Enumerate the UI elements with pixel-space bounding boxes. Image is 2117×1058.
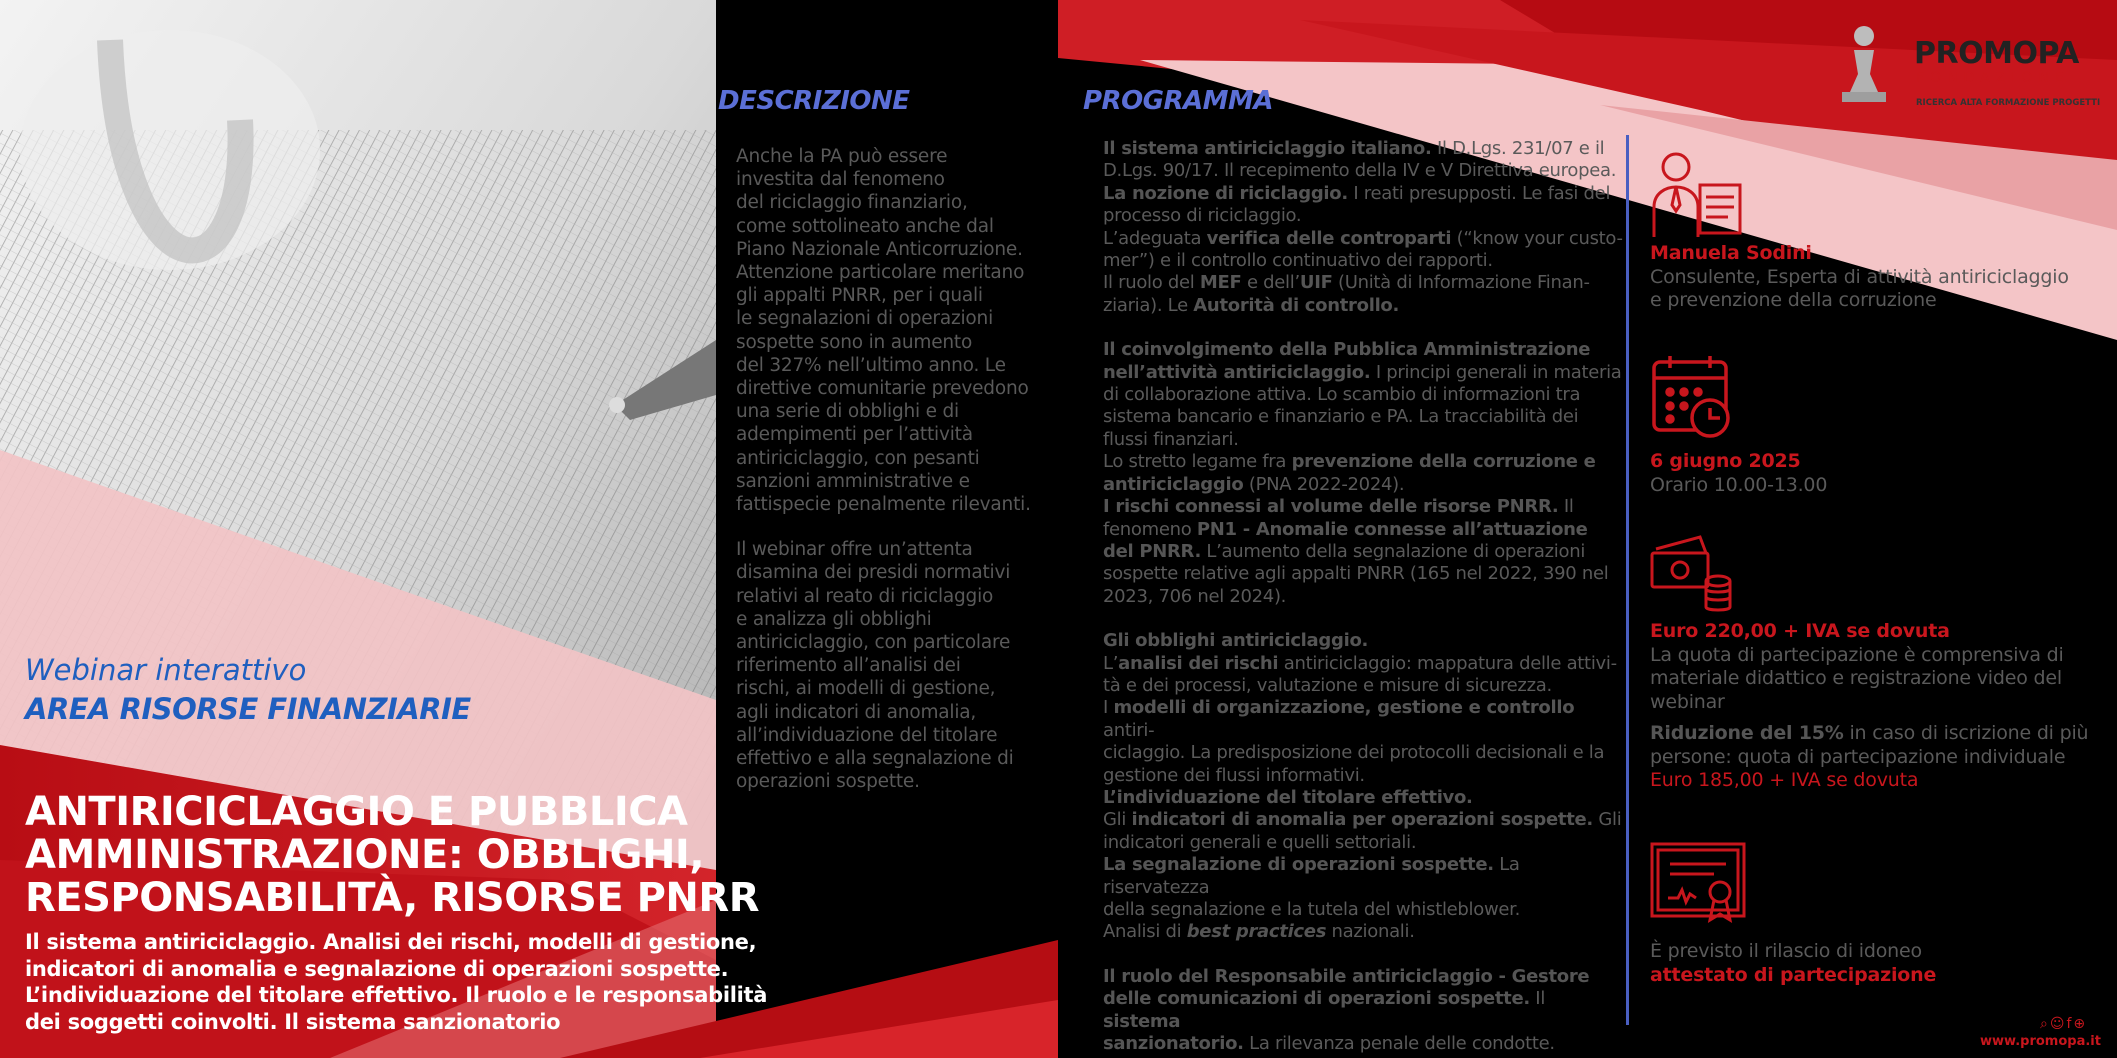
programma-line xyxy=(1103,205,1623,227)
programma-segment: I reati presupposti. Le fasi del xyxy=(1347,182,1611,204)
discount-line-2: persone: quota di partecipazione individuale xyxy=(1650,745,2066,768)
programma-segment: L’aumento della segnalazione di operazioni xyxy=(1200,540,1586,562)
text-line: relativi al reato di riciclaggio xyxy=(736,585,994,607)
programma-line xyxy=(1103,451,1623,473)
programma-line xyxy=(1103,787,1623,809)
programma-segment: Il sistema antiriciclaggio italiano. xyxy=(1103,138,1432,159)
discount-rest: in caso di iscrizione di più xyxy=(1843,722,2089,744)
text-line: sanzioni amministrative e xyxy=(736,470,970,492)
programma-line xyxy=(1103,563,1623,585)
programma-segment: Il ruolo del Responsabile antiriciclaggio - Gestore xyxy=(1103,965,1590,987)
share-icon[interactable]: ⊕ xyxy=(2073,1016,2088,1032)
programma-segment: I rischi connessi al volume delle risorse PNRR. xyxy=(1103,496,1559,518)
programma-line xyxy=(1103,183,1623,205)
title-line: AMMINISTRAZIONE: OBBLIGHI, xyxy=(25,832,705,878)
programma-segment: (“know your custo- xyxy=(1451,227,1623,249)
programma-segment: indicatori generali e quelli settoriali. xyxy=(1103,831,1417,853)
programma-segment: Lo stretto legame fra xyxy=(1103,451,1292,473)
descrizione-body xyxy=(736,145,1046,815)
promopa-logo[interactable] xyxy=(1836,22,2101,112)
subtitle xyxy=(25,929,767,1035)
programma-line xyxy=(1103,541,1623,563)
programma-segment: (PNA 2022-2024). xyxy=(1243,473,1405,495)
programma-block xyxy=(1103,339,1623,608)
text-line: all’individuazione del titolare xyxy=(736,724,998,746)
programma-segment: nazionali. xyxy=(1326,921,1415,943)
programma-line xyxy=(1103,272,1623,294)
programma-segment: Autorità di controllo. xyxy=(1193,294,1400,316)
programma-line xyxy=(1103,160,1623,182)
attestato-line-1: È previsto il rilascio di idoneo xyxy=(1650,940,1922,962)
programma-segment: tà e dei processi, valutazione e misure di sicurezza. xyxy=(1103,674,1552,696)
programma-segment: antiri- xyxy=(1103,719,1155,741)
programma-line xyxy=(1103,429,1623,451)
text-line: disamina dei presidi normativi xyxy=(736,562,1011,584)
attestato-block xyxy=(1650,940,2090,987)
programma-segment: La segnalazione di operazioni sospette. xyxy=(1103,854,1494,876)
programma-segment: PN1 - Anomalie connesse all’attuazione xyxy=(1196,518,1588,540)
price-desc-line: webinar xyxy=(1650,690,1725,713)
docente-role-line: e prevenzione della corruzione xyxy=(1650,289,1937,311)
subtitle-line: indicatori di anomalia e segnalazione di operazioni sospette. xyxy=(25,956,729,981)
price: Euro 220,00 + IVA se dovuta xyxy=(1650,620,1950,642)
text-line: come sottolineato anche dal xyxy=(736,215,994,237)
descrizione-para-2 xyxy=(736,538,1046,793)
programma-block xyxy=(1103,138,1623,317)
programma-line xyxy=(1103,653,1623,675)
programma-segment: sanzionatorio. xyxy=(1103,1033,1244,1055)
text-line: adempimenti per l’attività xyxy=(736,424,973,446)
certificate-icon xyxy=(1648,840,1750,928)
website-link[interactable]: www.promopa.it xyxy=(1980,1034,2101,1049)
programma-segment: di collaborazione attiva. Lo scambio di informazioni tra xyxy=(1103,384,1581,406)
descrizione-para-1 xyxy=(736,145,1046,516)
text-line: effettivo e alla segnalazione di xyxy=(736,748,1014,770)
programma-line xyxy=(1103,586,1623,608)
programma-segment: I xyxy=(1103,697,1114,719)
programma-line xyxy=(1103,228,1623,250)
text-line: del riciclaggio finanziario, xyxy=(736,192,968,214)
programma-line xyxy=(1103,384,1623,406)
money-icon xyxy=(1648,535,1734,615)
programma-segment: sospette relative agli appalti PNRR (165 nel 2022, 390 nel xyxy=(1103,563,1609,585)
programma-block xyxy=(1103,966,1623,1056)
text-line: rischi, ai modelli di gestione, xyxy=(736,678,996,700)
programma-segment: Il xyxy=(1529,988,1546,1010)
programma-segment: sistema bancario e finanziario e PA. La tracciabilità dei xyxy=(1103,406,1579,428)
subtitle-line: dei soggetti coinvolti. Il sistema sanzionatorio xyxy=(25,1009,561,1034)
discount-bold: Riduzione del 15% xyxy=(1650,722,1844,744)
programma-segment: antiriciclaggio: mappatura delle attivi- xyxy=(1278,652,1617,674)
programma-line xyxy=(1103,809,1623,831)
text-line: le segnalazioni di operazioni xyxy=(736,308,994,330)
discount-price: Euro 185,00 + IVA se dovuta xyxy=(1650,769,1919,791)
subtitle-line: L’individuazione del titolare effettivo. Il ruolo e le responsabilità xyxy=(25,983,768,1007)
programma-line xyxy=(1103,742,1623,764)
programma-line xyxy=(1103,697,1623,742)
text-line: fattispecie penalmente rilevanti. xyxy=(736,494,1031,516)
docente-block xyxy=(1650,242,2090,313)
programma-segment: ziaria). Le xyxy=(1103,294,1194,316)
programma-segment: e dell’ xyxy=(1241,272,1300,294)
programma-segment: analisi dei rischi xyxy=(1118,652,1279,674)
programma-segment: processo di riciclaggio. xyxy=(1103,205,1302,227)
programma-segment: Analisi di xyxy=(1103,921,1187,943)
text-line: Piano Nazionale Anticorruzione. xyxy=(736,238,1023,260)
pawn-logo-icon xyxy=(1836,22,1894,110)
column-divider xyxy=(1626,135,1629,1025)
event-time: Orario 10.00-13.00 xyxy=(1650,473,1828,496)
logo-tagline: RICERCA ALTA FORMAZIONE PROGETTI xyxy=(1916,98,2101,108)
programma-segment: L’ xyxy=(1103,652,1119,674)
programma-segment: Il coinvolgimento della Pubblica Amministrazione xyxy=(1103,339,1591,361)
social-icons xyxy=(2040,1016,2087,1032)
programma-line xyxy=(1103,988,1623,1033)
teacher-icon xyxy=(1648,145,1744,241)
programma-line xyxy=(1103,406,1623,428)
discount-line xyxy=(1650,722,2090,746)
text-line: una serie di obblighi e di xyxy=(736,401,959,423)
programma-segment: L’individuazione del titolare effettivo. xyxy=(1103,786,1473,808)
programma-segment: 2023, 706 nel 2024). xyxy=(1103,585,1287,607)
programma-segment: antiriciclaggio xyxy=(1103,473,1244,495)
text-line: del 327% nell’ultimo anno. Le xyxy=(736,354,1006,376)
programma-segment: Gli obblighi antiriciclaggio. xyxy=(1103,630,1369,652)
title-line: ANTIRICICLAGGIO E PUBBLICA xyxy=(25,789,688,835)
programma-line xyxy=(1103,966,1623,988)
text-line: gli appalti PNRR, per i quali xyxy=(736,285,983,307)
programma-line xyxy=(1103,138,1623,160)
programma-segment: verifica delle controparti xyxy=(1206,227,1452,249)
text-line: e analizza gli obblighi xyxy=(736,608,932,630)
programma-segment: UIF xyxy=(1299,272,1333,294)
programma-segment: ciclaggio. La predisposizione dei protocolli decisionali e la xyxy=(1103,742,1605,764)
programma-segment: fenomeno xyxy=(1103,518,1197,540)
facebook-icon[interactable]: f xyxy=(2066,1016,2074,1032)
text-line: antiriciclaggio, con particolare xyxy=(736,632,1011,654)
search-icon[interactable]: ⌕ xyxy=(2040,1016,2050,1032)
text-line: riferimento all’analisi dei xyxy=(736,655,961,677)
programma-body xyxy=(1103,138,1623,1058)
programma-segment: D.Lgs. 90/17. Il recepimento della IV e V Direttiva europea. xyxy=(1103,160,1617,182)
programma-line xyxy=(1103,496,1623,518)
programma-line xyxy=(1103,519,1623,541)
text-line: operazioni sospette. xyxy=(736,771,920,793)
programma-line xyxy=(1103,295,1623,317)
webinar-label: Webinar interattivo xyxy=(25,653,307,687)
programma-line xyxy=(1103,765,1623,787)
title-line: RESPONSABILITÀ, RISORSE PNRR xyxy=(25,875,759,921)
price-desc-line: materiale didattico e registrazione video del xyxy=(1650,667,2062,689)
programma-segment: best practices xyxy=(1186,921,1327,943)
programma-segment: MEF xyxy=(1199,272,1242,294)
programma-segment: Gli xyxy=(1592,809,1622,831)
programma-segment: La rilevanza penale delle condotte. xyxy=(1243,1033,1555,1055)
calendar-clock-icon xyxy=(1650,352,1734,442)
programma-segment: mer”) e il controllo continuativo dei rapporti. xyxy=(1103,250,1493,272)
programma-line xyxy=(1103,921,1623,943)
programma-segment: L’adeguata xyxy=(1103,227,1207,249)
programma-segment: delle comunicazioni di operazioni sospette. xyxy=(1103,988,1530,1010)
programma-line xyxy=(1103,630,1623,652)
programma-segment: flussi finanziari. xyxy=(1103,428,1239,450)
data-block xyxy=(1650,450,2090,497)
prezzo-block xyxy=(1650,620,2090,793)
programma-segment: del PNRR. xyxy=(1103,540,1201,562)
text-line: Attenzione particolare meritano xyxy=(736,262,1025,284)
descrizione-heading: DESCRIZIONE xyxy=(718,86,910,116)
programma-line xyxy=(1103,675,1623,697)
programma-segment: (Unità di Informazione Finan- xyxy=(1332,272,1590,294)
programma-segment: sistema xyxy=(1103,1010,1181,1032)
programma-segment: I principi generali in materia xyxy=(1370,361,1622,383)
text-line: sospette sono in aumento xyxy=(736,331,973,353)
text-line: direttive comunitarie prevedono xyxy=(736,378,1029,400)
subtitle-line: Il sistema antiriciclaggio. Analisi dei rischi, modelli di gestione, xyxy=(25,930,757,954)
programma-line xyxy=(1103,832,1623,854)
text-line: agli indicatori di anomalia, xyxy=(736,701,977,723)
docente-name: Manuela Sodini xyxy=(1650,242,1812,264)
programma-line xyxy=(1103,250,1623,272)
programma-segment: Il ruolo del xyxy=(1103,272,1200,294)
programma-line xyxy=(1103,474,1623,496)
logo-wordmark: PROMOPA xyxy=(1914,36,2079,71)
programma-heading: PROGRAMMA xyxy=(1083,86,1274,116)
programma-line xyxy=(1103,339,1623,361)
programma-segment: La nozione di riciclaggio. xyxy=(1103,182,1348,204)
text-line: Il webinar offre un’attenta xyxy=(736,539,973,561)
programma-block xyxy=(1103,630,1623,944)
programma-segment: indicatori di anomalia per operazioni sospette. xyxy=(1131,809,1593,831)
programma-segment: modelli di organizzazione, gestione e controllo xyxy=(1113,697,1575,719)
programma-segment: Il xyxy=(1558,496,1574,518)
text-line: antiriciclaggio, con pesanti xyxy=(736,447,980,469)
programma-segment: della segnalazione e la tutela del whistleblower. xyxy=(1103,899,1521,920)
attestato-line-2: attestato di partecipazione xyxy=(1650,963,1937,986)
programma-segment: gestione dei flussi informativi. xyxy=(1103,764,1365,786)
programma-segment: Il D.Lgs. 231/07 e il xyxy=(1431,138,1605,159)
person-icon[interactable]: ☺ xyxy=(2049,1016,2067,1032)
programma-line xyxy=(1103,362,1623,384)
programma-segment: Gli xyxy=(1103,809,1132,831)
programma-line xyxy=(1103,854,1623,899)
price-desc-line: La quota di partecipazione è comprensiva di xyxy=(1650,643,2064,666)
text-line: Anche la PA può essere xyxy=(736,146,948,167)
programma-line xyxy=(1103,1033,1623,1055)
event-date: 6 giugno 2025 xyxy=(1650,450,1801,472)
programma-segment: La riservatezza xyxy=(1103,854,1520,898)
main-title xyxy=(25,791,759,920)
docente-role-line: Consulente, Esperta di attività antiriciclaggio xyxy=(1650,265,2069,288)
area-label: AREA RISORSE FINANZIARIE xyxy=(25,692,471,726)
programma-line xyxy=(1103,899,1623,921)
text-line: investita dal fenomeno xyxy=(736,169,945,191)
programma-segment: nell’attività antiriciclaggio. xyxy=(1103,361,1371,383)
logo-sub: FONDAZIONE xyxy=(1916,70,2070,86)
programma-segment: prevenzione della corruzione e xyxy=(1291,451,1596,473)
